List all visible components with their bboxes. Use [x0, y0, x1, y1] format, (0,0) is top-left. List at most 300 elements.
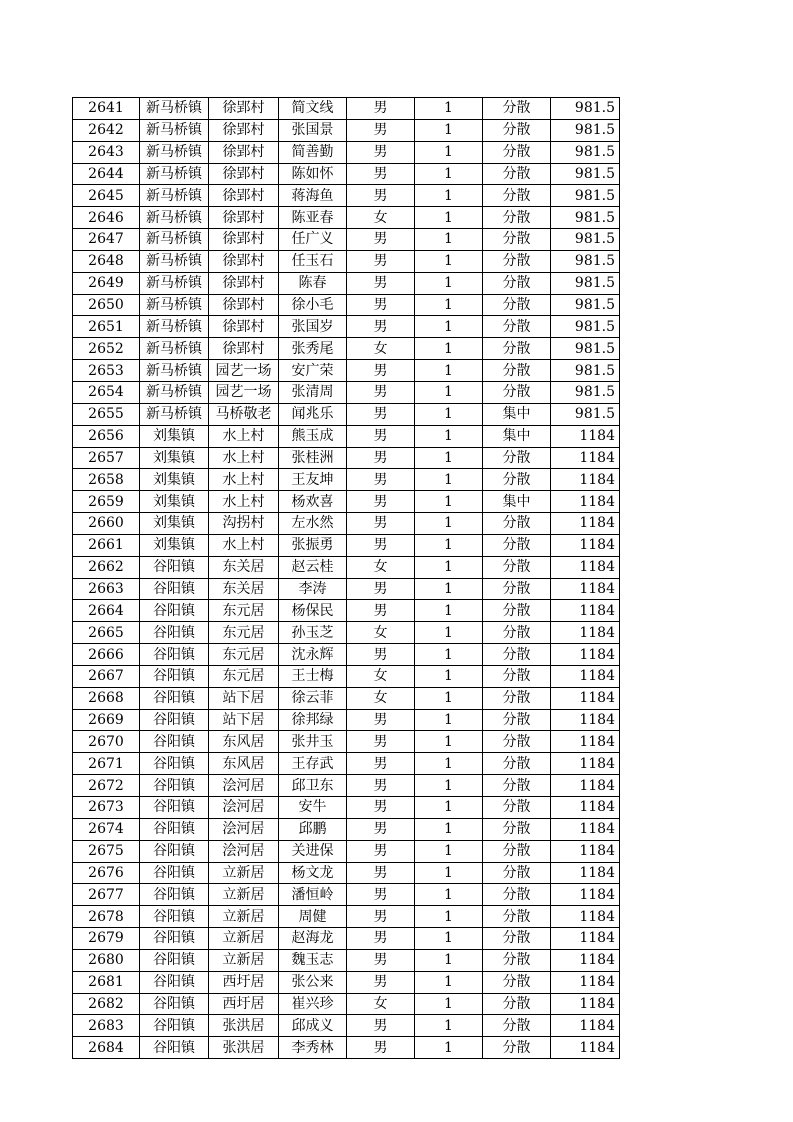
cell-type: 分散 [483, 338, 551, 360]
table-row [73, 513, 620, 535]
cell-amount: 1184 [551, 687, 620, 709]
cell-type: 分散 [483, 447, 551, 469]
table-row [73, 862, 620, 884]
cell-village: 水上村 [209, 491, 279, 513]
table-row [73, 731, 620, 753]
cell-sex: 男 [347, 316, 415, 338]
cell-count: 1 [415, 163, 483, 185]
table-row [73, 403, 620, 425]
cell-village: 浍河居 [209, 775, 279, 797]
cell-sex: 男 [347, 447, 415, 469]
table-row [73, 600, 620, 622]
cell-name: 张秀尾 [279, 338, 347, 360]
table-row [73, 360, 620, 382]
cell-name: 张国岁 [279, 316, 347, 338]
cell-id: 2673 [73, 797, 140, 819]
cell-village: 站下居 [209, 709, 279, 731]
cell-sex: 男 [347, 731, 415, 753]
cell-id: 2677 [73, 884, 140, 906]
cell-village: 东风居 [209, 731, 279, 753]
cell-count: 1 [415, 775, 483, 797]
cell-town: 谷阳镇 [140, 731, 209, 753]
cell-village: 徐郢村 [209, 141, 279, 163]
cell-count: 1 [415, 381, 483, 403]
table-row [73, 665, 620, 687]
cell-name: 魏玉志 [279, 949, 347, 971]
cell-id: 2678 [73, 906, 140, 928]
table-row [73, 884, 620, 906]
cell-count: 1 [415, 971, 483, 993]
cell-id: 2666 [73, 644, 140, 666]
cell-type: 分散 [483, 513, 551, 535]
cell-town: 刘集镇 [140, 534, 209, 556]
cell-amount: 1184 [551, 840, 620, 862]
cell-sex: 女 [347, 207, 415, 229]
cell-id: 2683 [73, 1015, 140, 1037]
cell-town: 新马桥镇 [140, 360, 209, 382]
cell-amount: 1184 [551, 491, 620, 513]
cell-village: 水上村 [209, 469, 279, 491]
cell-type: 分散 [483, 775, 551, 797]
cell-type: 分散 [483, 1037, 551, 1059]
cell-name: 杨文龙 [279, 862, 347, 884]
cell-id: 2644 [73, 163, 140, 185]
cell-count: 1 [415, 141, 483, 163]
cell-count: 1 [415, 98, 483, 120]
cell-town: 谷阳镇 [140, 993, 209, 1015]
cell-sex: 男 [347, 1037, 415, 1059]
table-row [73, 644, 620, 666]
cell-town: 刘集镇 [140, 469, 209, 491]
cell-name: 崔兴珍 [279, 993, 347, 1015]
cell-type: 分散 [483, 709, 551, 731]
cell-sex: 男 [347, 644, 415, 666]
cell-village: 徐郢村 [209, 185, 279, 207]
table-row [73, 687, 620, 709]
cell-type: 分散 [483, 272, 551, 294]
cell-village: 浍河居 [209, 840, 279, 862]
cell-village: 东元居 [209, 644, 279, 666]
cell-amount: 1184 [551, 644, 620, 666]
cell-village: 张洪居 [209, 1015, 279, 1037]
cell-name: 孙玉芝 [279, 622, 347, 644]
cell-sex: 女 [347, 338, 415, 360]
cell-amount: 1184 [551, 1015, 620, 1037]
cell-type: 分散 [483, 294, 551, 316]
cell-name: 任广义 [279, 229, 347, 251]
cell-type: 集中 [483, 403, 551, 425]
cell-amount: 1184 [551, 665, 620, 687]
cell-id: 2655 [73, 403, 140, 425]
cell-amount: 981.5 [551, 119, 620, 141]
cell-sex: 男 [347, 229, 415, 251]
cell-town: 新马桥镇 [140, 141, 209, 163]
cell-amount: 1184 [551, 797, 620, 819]
cell-amount: 1184 [551, 513, 620, 535]
cell-town: 谷阳镇 [140, 556, 209, 578]
table-row [73, 949, 620, 971]
cell-id: 2674 [73, 818, 140, 840]
table-body [73, 98, 620, 1059]
cell-id: 2676 [73, 862, 140, 884]
cell-village: 浍河居 [209, 797, 279, 819]
cell-count: 1 [415, 665, 483, 687]
table-row [73, 229, 620, 251]
cell-id: 2651 [73, 316, 140, 338]
cell-town: 新马桥镇 [140, 272, 209, 294]
cell-amount: 1184 [551, 928, 620, 950]
cell-amount: 1184 [551, 425, 620, 447]
cell-count: 1 [415, 119, 483, 141]
table-row [73, 1015, 620, 1037]
cell-town: 谷阳镇 [140, 622, 209, 644]
cell-count: 1 [415, 862, 483, 884]
cell-count: 1 [415, 534, 483, 556]
cell-sex: 男 [347, 949, 415, 971]
cell-count: 1 [415, 622, 483, 644]
cell-id: 2675 [73, 840, 140, 862]
cell-village: 东元居 [209, 665, 279, 687]
cell-id: 2641 [73, 98, 140, 120]
cell-id: 2660 [73, 513, 140, 535]
cell-sex: 女 [347, 622, 415, 644]
cell-id: 2643 [73, 141, 140, 163]
cell-amount: 981.5 [551, 207, 620, 229]
cell-town: 谷阳镇 [140, 797, 209, 819]
cell-sex: 男 [347, 98, 415, 120]
cell-name: 张清周 [279, 381, 347, 403]
cell-village: 张洪居 [209, 1037, 279, 1059]
cell-type: 集中 [483, 491, 551, 513]
cell-type: 分散 [483, 469, 551, 491]
cell-amount: 981.5 [551, 316, 620, 338]
table-row [73, 753, 620, 775]
cell-amount: 1184 [551, 556, 620, 578]
cell-amount: 1184 [551, 731, 620, 753]
cell-id: 2669 [73, 709, 140, 731]
data-table [72, 97, 620, 1059]
cell-id: 2645 [73, 185, 140, 207]
cell-amount: 981.5 [551, 403, 620, 425]
cell-count: 1 [415, 797, 483, 819]
cell-amount: 981.5 [551, 338, 620, 360]
cell-type: 分散 [483, 862, 551, 884]
cell-amount: 1184 [551, 622, 620, 644]
cell-sex: 男 [347, 753, 415, 775]
cell-name: 左水然 [279, 513, 347, 535]
cell-town: 谷阳镇 [140, 818, 209, 840]
cell-village: 徐郢村 [209, 98, 279, 120]
cell-count: 1 [415, 272, 483, 294]
cell-sex: 男 [347, 862, 415, 884]
cell-type: 分散 [483, 534, 551, 556]
cell-village: 立新居 [209, 949, 279, 971]
cell-amount: 1184 [551, 753, 620, 775]
cell-name: 简善勤 [279, 141, 347, 163]
cell-name: 邱鹏 [279, 818, 347, 840]
cell-sex: 男 [347, 185, 415, 207]
cell-count: 1 [415, 906, 483, 928]
cell-type: 集中 [483, 425, 551, 447]
cell-sex: 男 [347, 163, 415, 185]
cell-town: 谷阳镇 [140, 753, 209, 775]
cell-sex: 男 [347, 534, 415, 556]
cell-count: 1 [415, 229, 483, 251]
cell-name: 张公来 [279, 971, 347, 993]
cell-village: 徐郢村 [209, 272, 279, 294]
cell-village: 站下居 [209, 687, 279, 709]
cell-id: 2680 [73, 949, 140, 971]
cell-id: 2658 [73, 469, 140, 491]
cell-amount: 1184 [551, 862, 620, 884]
cell-amount: 981.5 [551, 98, 620, 120]
cell-id: 2663 [73, 578, 140, 600]
cell-count: 1 [415, 425, 483, 447]
table-row [73, 1037, 620, 1059]
cell-name: 沈永辉 [279, 644, 347, 666]
cell-name: 蒋海鱼 [279, 185, 347, 207]
table-row [73, 622, 620, 644]
cell-count: 1 [415, 578, 483, 600]
cell-village: 园艺一场 [209, 381, 279, 403]
cell-name: 张桂洲 [279, 447, 347, 469]
cell-sex: 男 [347, 469, 415, 491]
cell-town: 刘集镇 [140, 491, 209, 513]
cell-amount: 1184 [551, 1037, 620, 1059]
cell-sex: 男 [347, 840, 415, 862]
table-row [73, 534, 620, 556]
cell-village: 徐郢村 [209, 316, 279, 338]
cell-village: 立新居 [209, 906, 279, 928]
cell-town: 新马桥镇 [140, 338, 209, 360]
cell-count: 1 [415, 644, 483, 666]
table-row [73, 119, 620, 141]
cell-count: 1 [415, 185, 483, 207]
cell-town: 新马桥镇 [140, 250, 209, 272]
cell-name: 赵海龙 [279, 928, 347, 950]
table-row [73, 840, 620, 862]
cell-count: 1 [415, 447, 483, 469]
cell-village: 水上村 [209, 447, 279, 469]
cell-id: 2662 [73, 556, 140, 578]
cell-type: 分散 [483, 1015, 551, 1037]
cell-amount: 981.5 [551, 163, 620, 185]
cell-town: 谷阳镇 [140, 906, 209, 928]
cell-sex: 男 [347, 491, 415, 513]
table-row [73, 141, 620, 163]
cell-id: 2656 [73, 425, 140, 447]
cell-type: 分散 [483, 141, 551, 163]
cell-type: 分散 [483, 381, 551, 403]
cell-type: 分散 [483, 971, 551, 993]
cell-name: 安牛 [279, 797, 347, 819]
cell-count: 1 [415, 840, 483, 862]
cell-amount: 981.5 [551, 294, 620, 316]
cell-type: 分散 [483, 185, 551, 207]
cell-town: 谷阳镇 [140, 884, 209, 906]
cell-id: 2647 [73, 229, 140, 251]
cell-id: 2665 [73, 622, 140, 644]
cell-name: 赵云桂 [279, 556, 347, 578]
cell-type: 分散 [483, 644, 551, 666]
cell-sex: 男 [347, 250, 415, 272]
cell-type: 分散 [483, 163, 551, 185]
cell-name: 徐云菲 [279, 687, 347, 709]
cell-town: 新马桥镇 [140, 185, 209, 207]
cell-village: 立新居 [209, 862, 279, 884]
cell-town: 谷阳镇 [140, 971, 209, 993]
table-row [73, 185, 620, 207]
table-row [73, 338, 620, 360]
cell-count: 1 [415, 491, 483, 513]
cell-sex: 男 [347, 425, 415, 447]
cell-name: 李涛 [279, 578, 347, 600]
table-row [73, 316, 620, 338]
cell-type: 分散 [483, 928, 551, 950]
cell-type: 分散 [483, 250, 551, 272]
table-row [73, 993, 620, 1015]
cell-town: 谷阳镇 [140, 1037, 209, 1059]
cell-village: 立新居 [209, 884, 279, 906]
cell-amount: 1184 [551, 949, 620, 971]
cell-town: 新马桥镇 [140, 316, 209, 338]
cell-town: 谷阳镇 [140, 578, 209, 600]
cell-name: 王友坤 [279, 469, 347, 491]
cell-town: 新马桥镇 [140, 403, 209, 425]
table-row [73, 797, 620, 819]
cell-village: 东元居 [209, 600, 279, 622]
cell-name: 安广荣 [279, 360, 347, 382]
cell-count: 1 [415, 338, 483, 360]
cell-type: 分散 [483, 556, 551, 578]
cell-town: 新马桥镇 [140, 294, 209, 316]
cell-amount: 1184 [551, 993, 620, 1015]
cell-count: 1 [415, 731, 483, 753]
cell-village: 徐郢村 [209, 119, 279, 141]
cell-sex: 男 [347, 513, 415, 535]
cell-name: 王存武 [279, 753, 347, 775]
cell-amount: 1184 [551, 447, 620, 469]
table-row [73, 556, 620, 578]
cell-id: 2652 [73, 338, 140, 360]
cell-count: 1 [415, 928, 483, 950]
cell-town: 新马桥镇 [140, 163, 209, 185]
cell-sex: 男 [347, 775, 415, 797]
cell-name: 徐小毛 [279, 294, 347, 316]
cell-id: 2661 [73, 534, 140, 556]
cell-type: 分散 [483, 119, 551, 141]
cell-type: 分散 [483, 665, 551, 687]
cell-type: 分散 [483, 229, 551, 251]
cell-sex: 男 [347, 797, 415, 819]
cell-amount: 1184 [551, 578, 620, 600]
cell-count: 1 [415, 993, 483, 1015]
cell-type: 分散 [483, 207, 551, 229]
cell-count: 1 [415, 316, 483, 338]
cell-sex: 女 [347, 556, 415, 578]
cell-name: 李秀林 [279, 1037, 347, 1059]
cell-type: 分散 [483, 687, 551, 709]
cell-village: 浍河居 [209, 818, 279, 840]
cell-amount: 1184 [551, 775, 620, 797]
cell-village: 水上村 [209, 425, 279, 447]
cell-village: 东关居 [209, 556, 279, 578]
cell-count: 1 [415, 207, 483, 229]
cell-sex: 男 [347, 403, 415, 425]
cell-name: 闻兆乐 [279, 403, 347, 425]
cell-town: 谷阳镇 [140, 687, 209, 709]
cell-sex: 男 [347, 141, 415, 163]
cell-id: 2654 [73, 381, 140, 403]
cell-town: 新马桥镇 [140, 229, 209, 251]
cell-id: 2653 [73, 360, 140, 382]
cell-type: 分散 [483, 316, 551, 338]
cell-count: 1 [415, 1015, 483, 1037]
cell-id: 2659 [73, 491, 140, 513]
cell-name: 张振勇 [279, 534, 347, 556]
cell-amount: 1184 [551, 600, 620, 622]
cell-type: 分散 [483, 622, 551, 644]
table-row [73, 818, 620, 840]
cell-town: 谷阳镇 [140, 840, 209, 862]
cell-type: 分散 [483, 600, 551, 622]
cell-count: 1 [415, 556, 483, 578]
cell-amount: 1184 [551, 469, 620, 491]
cell-sex: 男 [347, 818, 415, 840]
table-row [73, 491, 620, 513]
cell-town: 新马桥镇 [140, 119, 209, 141]
cell-name: 王士梅 [279, 665, 347, 687]
cell-village: 徐郢村 [209, 207, 279, 229]
cell-id: 2681 [73, 971, 140, 993]
table-row [73, 906, 620, 928]
cell-type: 分散 [483, 360, 551, 382]
cell-type: 分散 [483, 98, 551, 120]
cell-name: 周健 [279, 906, 347, 928]
cell-count: 1 [415, 687, 483, 709]
cell-town: 刘集镇 [140, 447, 209, 469]
table-row [73, 469, 620, 491]
table-row [73, 425, 620, 447]
table-row [73, 709, 620, 731]
cell-amount: 981.5 [551, 185, 620, 207]
cell-count: 1 [415, 600, 483, 622]
table-row [73, 294, 620, 316]
cell-amount: 1184 [551, 709, 620, 731]
table-row [73, 250, 620, 272]
cell-amount: 981.5 [551, 141, 620, 163]
cell-sex: 男 [347, 971, 415, 993]
table-row [73, 381, 620, 403]
cell-sex: 男 [347, 294, 415, 316]
cell-count: 1 [415, 469, 483, 491]
cell-id: 2664 [73, 600, 140, 622]
cell-type: 分散 [483, 818, 551, 840]
cell-count: 1 [415, 403, 483, 425]
cell-sex: 男 [347, 928, 415, 950]
table-row [73, 578, 620, 600]
cell-id: 2679 [73, 928, 140, 950]
cell-sex: 男 [347, 884, 415, 906]
cell-sex: 男 [347, 578, 415, 600]
table-row [73, 971, 620, 993]
cell-id: 2667 [73, 665, 140, 687]
cell-town: 谷阳镇 [140, 928, 209, 950]
table-row [73, 447, 620, 469]
cell-count: 1 [415, 753, 483, 775]
cell-village: 徐郢村 [209, 163, 279, 185]
table-row [73, 98, 620, 120]
